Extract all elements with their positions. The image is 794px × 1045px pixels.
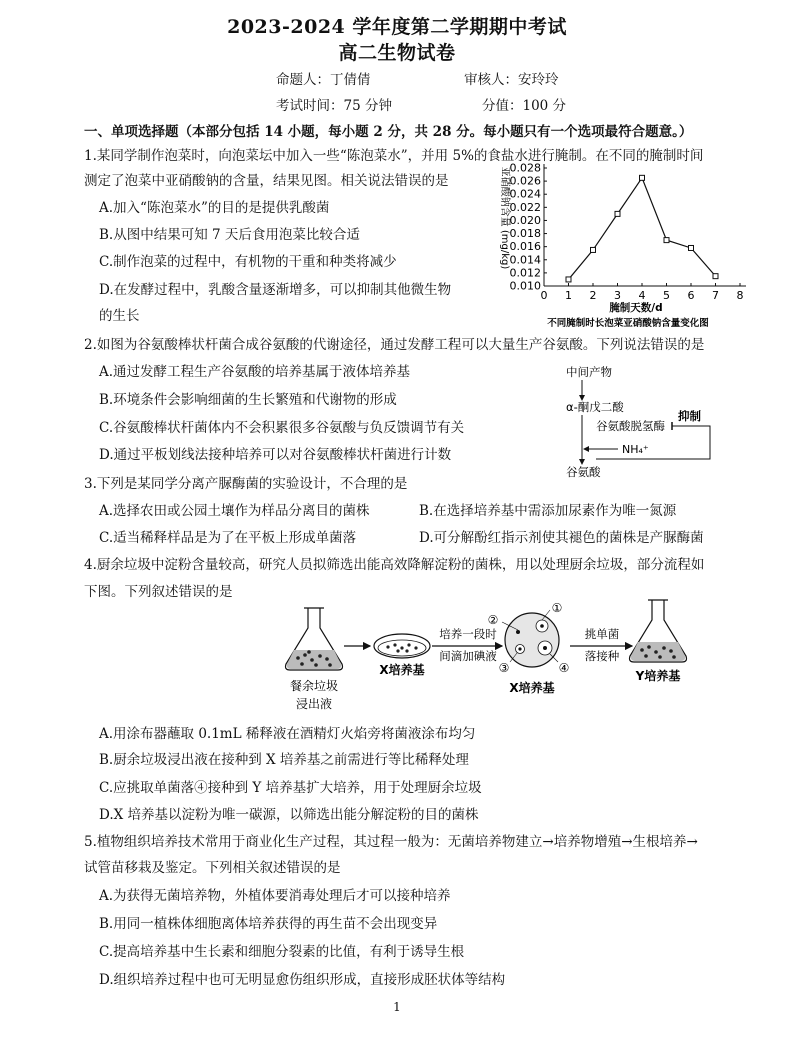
chart-x-tick-label: 4 xyxy=(638,289,646,302)
chart-x-tick-label: 8 xyxy=(736,289,744,302)
q4-option-d: D.X 培养基以淀粉为唯一碳源，以筛选出能分解淀粉的目的菌株 xyxy=(99,807,479,823)
q4-option-c: C.应挑取单菌落④接种到 Y 培养基扩大培养，用于处理厨余垃圾 xyxy=(99,780,482,796)
chart-data-point xyxy=(713,274,718,279)
q3-option-b: B.在选择培养基中需添加尿素作为唯一氮源 xyxy=(419,503,677,519)
chart-y-tick-label: 0.014 xyxy=(509,253,541,267)
q1-option-d-cont: 的生长 xyxy=(99,308,140,324)
flask-y-medium xyxy=(630,600,687,662)
chart-x-label: 腌制天数/d xyxy=(609,302,663,314)
screening-flow-diagram xyxy=(280,596,720,716)
chart-data-point xyxy=(591,247,596,252)
chart-y-tick-label: 0.018 xyxy=(509,227,541,241)
q5-option-b: B.用同一植株体细胞离体培养获得的再生苗不会出现变异 xyxy=(99,916,438,932)
q1-stem-line2: 测定了泡菜中亚硝酸钠的含量，结果见图。相关说法错误的是 xyxy=(84,173,449,189)
q2-option-a: A.通过发酵工程生产谷氨酸的培养基属于液体培养基 xyxy=(99,364,411,380)
chart-data-point xyxy=(664,238,669,243)
author-label: 命题人：丁倩倩 xyxy=(276,72,371,88)
q1-option-a: A.加入“陈泡菜水”的目的是提供乳酸菌 xyxy=(99,200,330,216)
chart-x-tick-label: 6 xyxy=(687,289,695,302)
page-title: 2023-2024 学年度第二学期期中考试 xyxy=(227,16,567,38)
q1-option-c: C.制作泡菜的过程中，有机物的干重和种类将减少 xyxy=(99,254,397,270)
colony-4-marker: ④ xyxy=(558,661,570,675)
chart-x-tick-label: 0 xyxy=(540,289,548,302)
node-alpha-ketoglutarate: α-酮戊二酸 xyxy=(566,400,624,414)
nitrite-chart xyxy=(488,160,758,332)
q5-stem-line1: 5.植物组织培养技术常用于商业化生产过程，其过程一般为：无菌培养物建立→培养物增殖→生根培养→ xyxy=(84,834,698,850)
plate2-label: X培养基 xyxy=(509,681,555,695)
chart-y-tick-label: 0.024 xyxy=(509,187,541,201)
chart-x-tick-label: 1 xyxy=(565,289,572,302)
node-intermediate: 中间产物 xyxy=(566,365,612,379)
chart-y-label: 亚硝酸钠含量 (mg/kg) xyxy=(499,166,510,270)
arrow1-label-bottom: 间滴加碘液 xyxy=(439,649,497,663)
page-number: 1 xyxy=(393,1000,401,1014)
chart-data-point xyxy=(640,175,645,180)
glutamate-pathway-diagram xyxy=(560,364,720,480)
section-heading: 一、单项选择题（本部分包括 14 小题，每小题 2 分，共 28 分。每小题只有一个选项最符合题意。） xyxy=(84,124,693,140)
arrow2-label-bottom: 落接种 xyxy=(584,649,620,663)
enzyme-label: 谷氨酸脱氢酶 xyxy=(596,419,665,433)
chart-y-tick-label: 0.010 xyxy=(509,279,541,293)
chart-data-point xyxy=(689,245,694,250)
flask-food-waste xyxy=(286,608,343,670)
q2-option-b: B.环境条件会影响细菌的生长繁殖和代谢物的形成 xyxy=(99,392,397,408)
chart-y-tick-label: 0.012 xyxy=(509,266,541,280)
chart-x-tick-label: 2 xyxy=(589,289,597,302)
chart-x-tick-label: 3 xyxy=(614,289,621,302)
chart-caption: 不同腌制时长泡菜亚硝酸钠含量变化图 xyxy=(547,318,709,329)
q3-option-c: C.适当稀释样品是为了在平板上形成单菌落 xyxy=(99,530,357,546)
node-glutamate: 谷氨酸 xyxy=(566,465,601,479)
chart-y-tick-label: 0.016 xyxy=(509,240,541,254)
q4-option-a: A.用涂布器蘸取 0.1mL 稀释液在酒精灯火焰旁将菌液涂布均匀 xyxy=(99,726,476,742)
nh4-label: NH₄⁺ xyxy=(622,443,649,456)
chart-data-point xyxy=(615,211,620,216)
q3-option-a: A.选择农田或公园土壤作为样品分离目的菌株 xyxy=(99,503,370,519)
q4-stem-line2: 下图。下列叙述错误的是 xyxy=(84,584,233,600)
chart-series xyxy=(566,175,718,282)
time-label: 考试时间：75 分钟 xyxy=(276,98,392,114)
q2-option-d: D.通过平板划线法接种培养可以对谷氨酸棒状杆菌进行计数 xyxy=(99,447,452,463)
q2-option-c: C.谷氨酸棒状杆菌体内不会积累很多谷氨酸与负反馈调节有关 xyxy=(99,420,465,436)
q1-option-b: B.从图中结果可知 7 天后食用泡菜比较合适 xyxy=(99,227,360,243)
chart-data-point xyxy=(566,277,571,282)
plate1-label: X培养基 xyxy=(379,663,425,677)
q5-option-d: D.组织培养过程中也可无明显愈伤组织形成，直接形成胚状体等结构 xyxy=(99,972,506,988)
flask1-label-line2: 浸出液 xyxy=(295,697,333,711)
page-subtitle: 高二生物试卷 xyxy=(338,42,456,64)
q4-stem-line1: 4.厨余垃圾中淀粉含量较高，研究人员拟筛选出能高效降解淀粉的菌株，用以处理厨余垃圾，部分流程如 xyxy=(84,557,705,573)
colony-3-marker: ③ xyxy=(498,661,510,675)
colony-1-marker: ① xyxy=(551,601,563,615)
q5-stem-line2: 试管苗移栽及鉴定。下列相关叙述错误的是 xyxy=(84,860,341,876)
chart-y-tick-label: 0.022 xyxy=(509,200,541,214)
flask1-label-line1: 餐余垃圾 xyxy=(289,679,339,693)
q1-stem-line1: 1.某同学制作泡菜时，向泡菜坛中加入一些“陈泡菜水”，并用 5%的食盐水进行腌制。在不同的腌制时间 xyxy=(84,148,704,164)
chart-y-tick-label: 0.026 xyxy=(509,174,541,188)
chart-y-tick-label: 0.020 xyxy=(509,213,541,227)
q5-option-a: A.为获得无菌培养物，外植体要消毒处理后才可以接种培养 xyxy=(99,888,451,904)
q4-option-b: B.厨余垃圾浸出液在接种到 X 培养基之前需进行等比稀释处理 xyxy=(99,752,469,768)
plate-x-iodine xyxy=(502,610,559,667)
plate-x-initial xyxy=(374,634,430,658)
q5-option-c: C.提高培养基中生长素和细胞分裂素的比值，有利于诱导生根 xyxy=(99,944,465,960)
chart-y-tick-label: 0.028 xyxy=(509,161,541,175)
colony-2-marker: ② xyxy=(487,613,499,627)
chart-x-tick-label: 7 xyxy=(712,289,719,302)
reviewer-label: 审核人：安玲玲 xyxy=(464,72,559,88)
chart-x-tick-label: 5 xyxy=(663,289,670,302)
q3-option-d: D.可分解酚红指示剂使其褪色的菌株是产脲酶菌 xyxy=(419,530,704,546)
chart-series-line xyxy=(569,178,716,280)
q3-stem: 3.下列是某同学分离产脲酶菌的实验设计，不合理的是 xyxy=(84,476,408,492)
q2-stem: 2.如图为谷氨酸棒状杆菌合成谷氨酸的代谢途径，通过发酵工程可以大量生产谷氨酸。下列说法错误的是 xyxy=(84,337,705,353)
score-label: 分值：100 分 xyxy=(482,98,567,114)
inhibit-label: 抑制 xyxy=(678,409,701,423)
arrow2-label-top: 挑单菌 xyxy=(584,627,620,641)
chart-axes xyxy=(510,162,747,303)
arrow1-label-top: 培养一段时 xyxy=(439,627,497,641)
q1-option-d: D.在发酵过程中，乳酸含量逐渐增多，可以抑制其他微生物 xyxy=(99,282,452,298)
flask2-label: Y培养基 xyxy=(635,669,681,683)
